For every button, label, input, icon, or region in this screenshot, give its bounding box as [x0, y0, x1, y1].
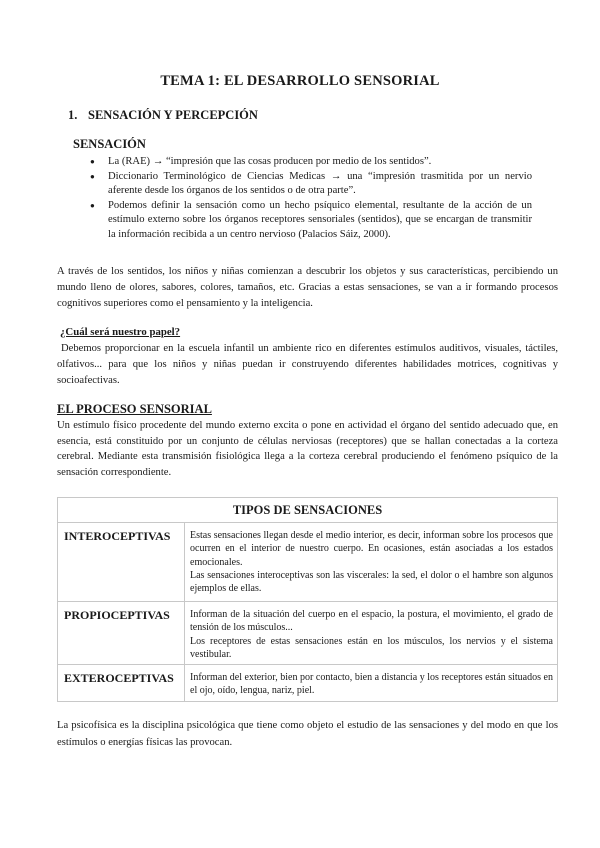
description-line: Las sensaciones interoceptivas son las viscerales: la sed, el dolor o el hambre son algunos ejemplos de ellas.: [190, 569, 553, 595]
section-number: 1.: [68, 108, 78, 122]
description-line: Informan de la situación del cuerpo en el espacio, la postura, el movimiento, el grado de tensión de los músculos...: [190, 609, 553, 634]
subsection-heading: SENSACIÓN: [73, 137, 146, 151]
row-label: PROPIOCEPTIVAS: [58, 602, 185, 665]
section-heading: [68, 108, 258, 123]
list-item: ● Diccionario Terminológico de Ciencias Medicas → una “impresión trasmitida por un nervio aferente desde los órganos de los sentidos o de otra parte”.: [88, 170, 532, 199]
list-item: ● La (RAE) → “impresión que las cosas producen por medio de los sentidos”.: [88, 155, 532, 170]
description-line: Los receptores de estas sensaciones están en los músculos, los nervios y el sistema vestibular.: [190, 635, 553, 660]
description-line: Informan del exterior, bien por contacto, bien a distancia y los receptores están situados en el ojo, oído, lengua, nariz, piel.: [190, 672, 553, 697]
table-header: TIPOS DE SENSACIONES: [58, 498, 558, 523]
list-item: ● Podemos definir la sensación como un hecho psíquico elemental, resultante de la acción de un estímulo externo sobre los órganos receptores sensoriales (sentidos), que se encargan de transmitir la información recibida a un centro nervioso (Palacios Sáiz, 2000).: [88, 199, 532, 243]
question-heading: ¿Cuál será nuestro papel?: [60, 326, 181, 338]
paragraph-senses: A través de los sentidos, los niños y niñas comienzan a descubrir los objetos y sus características, percibiendo un mundo lleno de olores, sabores, colores, tamaños, etc. Gracias a estas sensaciones, se van a ir formando procesos cognitivos superiores como el pensamiento y la inteligencia.: [57, 266, 558, 309]
section-title: SENSACIÓN Y PERCEPCIÓN: [88, 108, 258, 122]
row-label: INTEROCEPTIVAS: [58, 523, 185, 602]
document-title: TEMA 1: EL DESARROLLO SENSORIAL: [160, 73, 440, 89]
row-description: [185, 523, 558, 602]
table-row: [58, 523, 558, 602]
process-heading: EL PROCESO SENSORIAL: [57, 402, 212, 416]
definition-list: [88, 155, 532, 243]
paragraph-psychophysics: La psicofísica es la disciplina psicológica que tiene como objeto el estudio de las sensaciones y del modo en que los estímulos o energías físicas las provocan.: [57, 720, 558, 748]
row-label: EXTEROCEPTIVAS: [58, 665, 185, 702]
table-row: [58, 602, 558, 665]
table-row: [58, 665, 558, 702]
table-header-row: [58, 498, 558, 523]
row-description: [185, 665, 558, 702]
paragraph-role: Debemos proporcionar en la escuela infantil un ambiente rico en diferentes estímulos auditivos, visuales, táctiles, olfativos... para que los niños y niñas puedan ir construyendo diferentes habilidades motrices, cognitivas y socioafectivas.: [57, 343, 558, 386]
description-line: Estas sensaciones llegan desde el medio interior, es decir, informan sobre los procesos que ocurren en el interior de nuestro cuerpo. En ocasiones, están asociadas a los estados emocionales.: [190, 530, 553, 568]
sensation-types-table: [57, 497, 558, 702]
row-description: [185, 602, 558, 665]
paragraph-process: Un estímulo físico procedente del mundo externo excita o pone en actividad el órgano del sentido adecuado que, en esencia, está constituido por un conjunto de células nerviosas (receptores) que se hallan conectadas a la corteza cerebral. Mediante esta transmisión fisiológica llega a la corteza cerebral produciendo el fenómeno psíquico de la sensación correspondiente.: [57, 420, 558, 478]
